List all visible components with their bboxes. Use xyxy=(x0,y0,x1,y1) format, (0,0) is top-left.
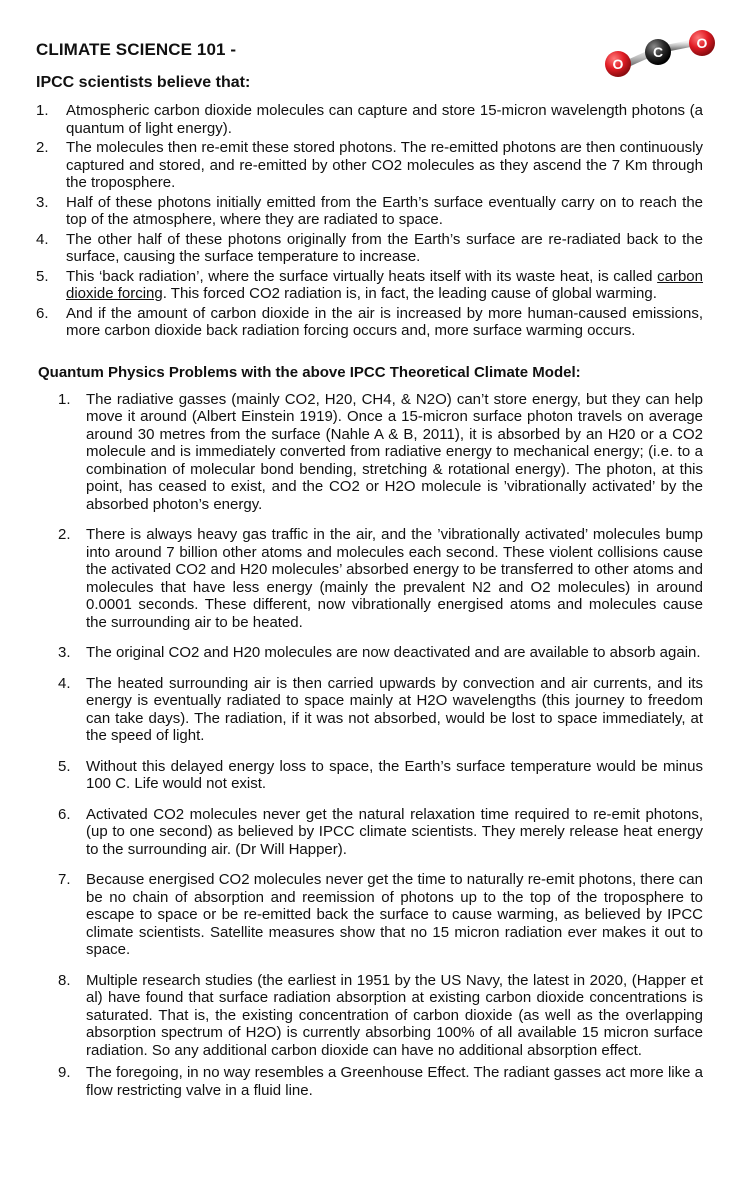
list-item-text: Half of these photons initially emitted from the Earth’s surface eventually carry on to reach the top of the atmosphere, where they are radiated to space. xyxy=(66,193,703,228)
list-item-number: 2. xyxy=(36,139,49,156)
list-item xyxy=(36,102,703,137)
list-item xyxy=(36,231,703,266)
section-heading: Quantum Physics Problems with the above IPCC Theoretical Climate Model: xyxy=(38,363,581,381)
list-item-text: Without this delayed energy loss to space, the Earth’s surface temperature would be minus 100 C. Life would not exist. xyxy=(86,757,703,792)
list-item-number: 6. xyxy=(58,805,71,823)
list-item-number: 9. xyxy=(58,1064,71,1081)
list-item-text: The molecules then re-emit these stored photons. The re-emitted photons are then continuously captured and stored, and re-emitted by other CO2 molecules as they ascend the 7 Km through the troposphere. xyxy=(66,139,703,191)
list-item xyxy=(36,526,703,631)
list-item-number: 7. xyxy=(58,871,71,888)
page-title: CLIMATE SCIENCE 101 - xyxy=(36,40,237,59)
list-item-number: 8. xyxy=(58,971,71,989)
oxygen-atom-right-label: O xyxy=(696,35,708,51)
list-item-number: 6. xyxy=(36,304,49,322)
list-item-text: Multiple research studies (the earliest in 1951 by the US Navy, the latest in 2020, (Happer et al) have found that surface radiation absorption at existing carbon dioxide concentrations is saturated. That is, the existing concentration of carbon dioxide (as well as the overlapping absorption spectrum of H2O) is currently absorbing 100% of all available 15 micron surface radiation. So any additional carbon dioxide can have no additional absorption effect. xyxy=(86,971,703,1059)
list-item-number: 4. xyxy=(36,230,49,248)
list-item xyxy=(36,871,703,959)
list-item-text: The other half of these photons originally from the Earth’s surface are re-radiated back to the surface, causing the surface temperature to increase. xyxy=(66,230,703,265)
list-item-number: 5. xyxy=(36,267,49,285)
list-item-number: 1. xyxy=(58,390,71,408)
list-item xyxy=(36,268,703,303)
page-subtitle: IPCC scientists believe that: xyxy=(36,74,251,91)
list-item xyxy=(36,644,703,662)
list-item-text: This ‘back radiation’, where the surface virtually heats itself with its waste heat, is called xyxy=(66,267,658,285)
list-item-text: The heated surrounding air is then carried upwards by convection and air currents, and its energy is eventually radiated to space mainly at H2O wavelengths (this journey to freedom can take days). The radiation, if it was not absorbed, would be lost to space immediately, at the speed of light. xyxy=(86,674,703,744)
list-item-text: Atmospheric carbon dioxide molecules can capture and store 15-micron wavelength photons (a quantum of light energy). xyxy=(66,102,703,137)
list-item xyxy=(36,1064,703,1099)
list-item-number: 1. xyxy=(36,102,49,119)
list-item-text: The original CO2 and H20 molecules are now deactivated and are available to absorb again. xyxy=(86,644,701,661)
problems-list xyxy=(36,391,703,1100)
list-item xyxy=(36,675,703,745)
list-item-number: 2. xyxy=(58,526,71,543)
list-item-text: The radiative gasses (mainly CO2, H20, CH4, & N2O) can’t store energy, but they can help move it around (Albert Einstein 1919). Once a 15-micron surface photon travels on average around 30 metres from the surface (Nahle A & B, 2011), it is absorbed by an H20 or a CO2 molecule and is immediately converted from radiative energy to mechanical energy; (i.e. to a combination of molecular bond bending, stretching & rotational energy). The photon, at this point, has ceased to exist, and the CO2 or H2O molecule is ’vibrationally activated’ by the absorbed photon’s energy. xyxy=(86,390,703,513)
list-item-text: And if the amount of carbon dioxide in the air is increased by more human-caused emissions, more carbon dioxide back radiation forcing occurs and, more surface warming occurs. xyxy=(66,304,703,339)
list-item xyxy=(36,758,703,793)
ipcc-beliefs-list xyxy=(36,102,703,340)
list-item xyxy=(36,194,703,229)
list-item-number: 4. xyxy=(58,674,71,692)
co2-molecule-icon xyxy=(594,28,724,84)
list-item-text: There is always heavy gas traffic in the air, and the ’vibrationally activated’ molecules bump into around 7 billion other atoms and molecules each second. These violent collisions cause the activated CO2 and H20 molecules’ absorbed energy to be transferred to other atoms and molecules that have less energy (mainly the prevalent N2 and O2 molecules) in around 0.0001 seconds. These different, now vibrationally energised atoms and molecules cause the surrounding air to be heated. xyxy=(86,526,703,631)
list-item-number: 3. xyxy=(36,193,49,211)
list-item xyxy=(36,972,703,1060)
oxygen-atom-left-label: O xyxy=(612,56,624,72)
list-item-text: Activated CO2 molecules never get the natural relaxation time required to re-emit photons, (up to one second) as believed by IPCC climate scientists. They merely release heat energy to the surrounding air. (Dr Will Happer). xyxy=(86,805,703,858)
list-item-text: The foregoing, in no way resembles a Greenhouse Effect. The radiant gasses act more like a flow restricting valve in a fluid line. xyxy=(86,1064,703,1099)
list-item xyxy=(36,806,703,859)
carbon-dioxide-forcing-term: carbon dioxide forcing xyxy=(66,267,703,302)
list-item-number: 5. xyxy=(58,757,71,775)
list-item-text: Because energised CO2 molecules never get the time to naturally re-emit photons, there can be no chain of absorption and reemission of photons up to the top of the troposphere to escape to space or be re-emitted back the surface to cause warming, as believed by IPCC climate scientists. Satellite measures show that no 15 micron radiation ever makes it out to space. xyxy=(86,871,703,958)
list-item-text: . This forced CO2 radiation is, in fact, the leading cause of global warming. xyxy=(162,285,657,302)
carbon-atom-label: C xyxy=(652,44,664,60)
list-item xyxy=(36,305,703,340)
list-item xyxy=(36,391,703,514)
list-item-number: 3. xyxy=(58,644,71,661)
list-item xyxy=(36,139,703,192)
